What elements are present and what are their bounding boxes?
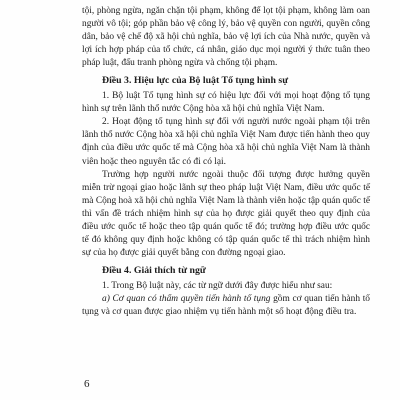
article-4-heading [102,264,370,277]
article-3-clause-2-continued: Trường hợp người nước ngoài thuộc đối tượng được hưởng quyền miễn trừ ngoại giao hoặc lãnh sự theo pháp luật Việt Nam, điều ước quốc tế mà Cộng hoà xã hội chủ nghĩa Việt Nam là thành viên hoặc tập quán quốc tế thì vấn đề trách nhiệm hình sự của họ được giải quyết theo quy định của điều ước quốc tế hoặc theo tập quán quốc tế đó; trường hợp điều ước quốc tế đó không quy định hoặc không có tập quán quốc tế thì trách nhiệm hình sự của họ được giải quyết bằng con đường ngoại giao. [82,169,370,258]
article-4-item-a-term: a) Cơ quan có thẩm quyền tiến hành tố tụng [102,293,271,304]
article-3-label: Điều 3. [102,75,132,87]
article-4-label: Điều 4. [102,264,132,276]
article-3-heading [102,74,370,87]
page-number: 6 [84,378,90,390]
article-3-clause-2: 2. Hoạt động tố tụng hình sự đối với người nước ngoài phạm tội trên lãnh thổ nước Cộng hòa xã hội chủ nghĩa Việt Nam được tiến hành theo quy định của điều ước quốc tế mà Cộng hòa xã hội chủ nghĩa Việt Nam là thành viên hoặc theo nguyên tắc có đi có lại. [82,117,370,167]
article-4-item-a [82,293,370,319]
article-4-clause-1: 1. Trong Bộ luật này, các từ ngữ dưới đây được hiểu như sau: [102,280,333,291]
article-4-title: Giải thích từ ngữ [133,264,206,276]
article-3-title: Hiệu lực của Bộ luật Tố tụng hình sự [133,75,289,87]
intro-paragraph: tội, phòng ngừa, ngăn chặn tội phạm, không để lọt tội phạm, không làm oan người vô tội; góp phần bảo vệ công lý, bảo vệ quyền con người, quyền công dân, bảo vệ chế độ xã hội chủ nghĩa, bảo vệ lợi ích của Nhà nước, quyền và lợi ích hợp pháp của tổ chức, cá nhân, giáo dục mọi người ý thức tuân theo pháp luật, đấu tranh phòng ngừa và chống tội phạm. [82,6,370,69]
page-body [82,5,370,319]
article-3-clause-1: 1. Bộ luật Tố tụng hình sự có hiệu lực đối với mọi hoạt động tố tụng hình sự trên lãnh thổ nước Cộng hòa xã hội chủ nghĩa Việt Nam. [82,91,370,115]
article-4-item-a-text: gồm cơ quan tiến hành tố tụng và cơ quan được giao nhiệm vụ tiến hành một số hoạt động điều tra. [82,293,370,318]
